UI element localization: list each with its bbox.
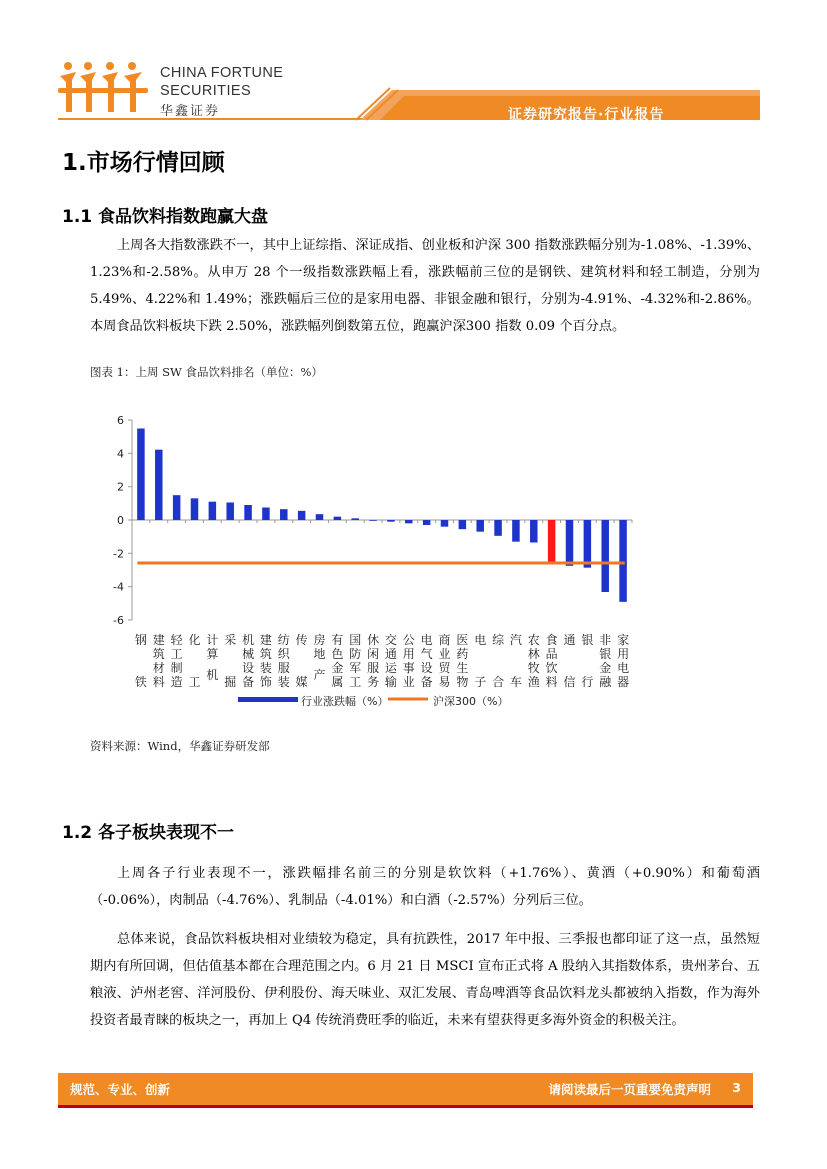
svg-text:汽: 汽 [509,633,522,647]
x-label-交通运输 [385,633,398,689]
svg-text:防: 防 [349,647,362,661]
bar-通信 [566,520,574,566]
bar-商业贸易 [441,520,449,527]
svg-text:传: 传 [295,633,308,647]
x-label-轻工制造 [171,633,184,689]
footer-slogan: 规范、专业、创新 [70,1082,171,1097]
svg-text:服: 服 [277,661,290,675]
x-label-商业贸易 [438,632,451,689]
svg-text:易: 易 [438,675,451,689]
industry-change-bar-chart [88,400,648,715]
svg-text:军: 军 [349,661,362,675]
bar-建筑材料 [155,450,163,520]
bar-采掘 [226,503,234,521]
page-header [0,0,827,130]
bar-计算机 [209,502,217,520]
svg-text:计: 计 [206,633,219,647]
svg-text:化: 化 [188,633,201,647]
y-tick-label: 4 [117,447,124,461]
page-number: 3 [732,1080,741,1095]
svg-text:媒: 媒 [295,675,308,689]
bar-休闲服务 [369,520,377,521]
svg-text:通: 通 [384,647,397,661]
bar-家用电器 [619,520,627,602]
x-label-非银金融 [599,632,612,689]
bar-电子 [476,520,484,532]
svg-text:工: 工 [188,675,201,689]
svg-text:机: 机 [242,633,255,647]
svg-text:有: 有 [331,633,344,647]
svg-text:用: 用 [617,647,630,661]
bar-汽车 [512,520,520,542]
svg-text:合: 合 [492,675,505,689]
svg-text:业: 业 [402,675,415,689]
svg-text:料: 料 [152,675,165,689]
chart-x-labels [135,632,629,689]
x-label-化工 [188,633,200,689]
svg-text:国: 国 [349,633,362,647]
svg-text:械: 械 [242,647,255,661]
x-label-有色金属 [331,633,343,689]
svg-text:牧: 牧 [527,661,540,675]
y-tick-label: 0 [117,514,124,527]
x-label-纺织服装 [278,633,291,689]
svg-text:家: 家 [617,633,630,647]
x-label-采掘 [224,633,236,689]
y-tick-label: -2 [113,547,124,561]
legend-label-industry: 行业涨跌幅（%） [301,695,389,708]
svg-text:装: 装 [277,675,290,689]
svg-text:掘: 掘 [224,675,237,689]
svg-text:金: 金 [331,661,344,675]
svg-text:地: 地 [313,647,326,661]
x-label-建筑材料 [153,632,165,689]
svg-text:轻: 轻 [170,633,183,647]
svg-text:贸: 贸 [438,661,451,675]
svg-text:织: 织 [277,647,290,661]
bar-纺织服装 [280,509,288,520]
y-tick-label: 6 [117,414,124,427]
svg-text:筑: 筑 [152,647,165,661]
svg-text:料: 料 [545,675,558,689]
svg-text:物: 物 [456,675,469,689]
svg-text:采: 采 [224,633,237,647]
svg-text:钢: 钢 [134,633,147,647]
svg-text:运: 运 [384,661,397,675]
svg-text:制: 制 [170,661,183,675]
svg-text:算: 算 [206,647,219,661]
brand-line-2: SECURITIES [160,83,252,99]
bar-有色金属 [334,517,342,520]
x-label-医药生物 [456,633,468,689]
svg-text:用: 用 [402,647,415,661]
svg-text:筑: 筑 [259,647,272,661]
bar-交通运输 [387,520,395,522]
svg-text:电: 电 [420,633,433,647]
chart-legend [238,694,508,708]
y-tick-label: 2 [117,480,124,494]
svg-text:商: 商 [438,633,451,647]
bar-钢铁 [137,429,145,521]
svg-text:品: 品 [545,647,558,661]
x-label-钢铁 [135,633,147,689]
x-label-传媒 [296,632,308,689]
svg-text:通: 通 [563,633,576,647]
svg-text:备: 备 [242,675,255,689]
x-label-食品饮料 [546,633,558,689]
svg-text:造: 造 [170,675,183,689]
bar-电气设备 [423,520,431,525]
svg-text:交: 交 [384,633,397,647]
svg-text:器: 器 [617,675,630,689]
bar-银行 [584,520,592,568]
svg-text:建: 建 [152,633,165,647]
logo-icon [58,60,150,116]
svg-text:信: 信 [563,675,576,689]
page-footer [58,1073,753,1108]
svg-text:务: 务 [367,675,380,689]
legend-swatch-industry [238,697,298,702]
bar-医药生物 [459,520,467,529]
subsection-2-paragraph-2: 总体来说，食品饮料板块相对业绩较为稳定，具有抗跌性，2017 年中报、三季报也都印证了这一点，虽然短期内有所回调，但估值基本都在合理范围之内。6 月 21 日 MSCI 宣布正式将 A 股纳入其指数体系，贵州茅台、五粮液、泸州老窖、洋河股份、伊利股份、海天味业、双汇发展、青岛啤酒等食品饮料龙头都被纳入指数，作为海外投资者最青睐的板块之一，再加上 Q4 传统消费旺季的临近，未来有望获得更多海外资金的积极关注。 [90,932,760,1028]
svg-text:备: 备 [420,675,433,689]
svg-text:银: 银 [581,633,594,647]
svg-text:医: 医 [456,633,469,647]
svg-text:非: 非 [599,633,612,647]
bar-机械设备 [244,505,252,520]
svg-text:工: 工 [170,647,183,661]
svg-text:纺: 纺 [277,633,290,647]
svg-text:车: 车 [509,675,522,689]
svg-text:生: 生 [456,661,469,675]
svg-text:服: 服 [367,661,380,675]
svg-text:融: 融 [599,675,612,689]
svg-text:林: 林 [527,647,540,661]
x-label-国防军工 [349,633,361,689]
brand-name-cn: 华鑫证券 [160,104,221,119]
svg-text:事: 事 [402,661,415,675]
svg-text:设: 设 [420,661,433,675]
svg-text:输: 输 [384,675,397,689]
svg-text:行: 行 [581,675,594,689]
x-label-电子 [474,632,486,689]
svg-text:渔: 渔 [527,675,540,689]
x-label-房地产 [313,632,325,682]
svg-text:房: 房 [313,633,326,647]
y-tick-label: -6 [113,614,124,627]
x-label-公用事业 [403,633,415,689]
svg-text:公: 公 [402,633,415,647]
svg-text:综: 综 [492,633,505,647]
bar-建筑装饰 [262,508,270,521]
svg-text:业: 业 [438,647,451,661]
svg-text:气: 气 [420,647,433,661]
bar-非银金融 [601,520,609,592]
chart-bars [137,429,627,602]
footer-disclaimer-link[interactable]: 请阅读最后一页重要免责声明 [548,1082,711,1097]
subsection-1-paragraph: 上周各大指数涨跌不一，其中上证综指、深证成指、创业板和沪深 300 指数涨跌幅分别为-1.08%、-1.39%、1.23%和-2.58%。从申万 28 个一级指数涨跌幅上看，涨跌幅前三位的是钢铁、建筑材料和轻工制造，分别为 5.49%、4.22%和 1.49%；涨跌幅后三位的是家用电器、非银金融和银行，分别为-4.91%、-4.32%和-2.86%。本周食品饮料板块下跌 2.50%，涨跌幅列倒数第五位，跑赢沪深300 指数 0.09 个百分点。 [90,238,760,334]
bar-房地产 [316,514,324,520]
x-label-家用电器 [617,632,629,689]
svg-text:建: 建 [259,633,272,647]
y-tick-label: -4 [113,580,124,594]
x-label-汽车 [510,633,522,689]
chart-source: 资料来源：Wind，华鑫证券研发部 [90,739,270,753]
x-label-通信 [563,633,575,689]
svg-text:闲: 闲 [367,647,380,661]
bar-化工 [191,498,199,520]
svg-text:药: 药 [456,647,469,661]
svg-text:农: 农 [527,633,540,647]
x-label-建筑装饰 [260,632,272,689]
x-label-银行 [581,633,593,689]
subsection-2-paragraph-1: 上周各子行业表现不一，涨跌幅排名前三的分别是软饮料（+1.76%）、黄酒（+0.90%）和葡萄酒（-0.06%），肉制品（-4.76%）、乳制品（-4.01%）和白酒（-2.57%）分列后三位。 [90,866,760,908]
svg-text:装: 装 [259,661,272,675]
svg-text:休: 休 [367,633,380,647]
report-type: 证券研究报告·行业报告 [508,107,665,123]
x-label-综合 [492,632,505,689]
x-label-机械设备 [242,632,254,689]
svg-text:金: 金 [599,661,612,675]
svg-text:电: 电 [474,633,487,647]
subsection-2-title: 1.2 各子板块表现不一 [62,823,235,843]
section-title: 1.市场行情回顾 [62,150,225,176]
chart-caption: 图表 1：上周 SW 食品饮料排名（单位：%） [90,365,323,379]
x-label-休闲服务 [367,633,379,689]
bar-轻工制造 [173,495,181,520]
subsection-1-title: 1.1 食品饮料指数跑赢大盘 [62,207,269,227]
svg-text:饮: 饮 [545,661,558,675]
svg-text:铁: 铁 [134,675,147,689]
svg-text:食: 食 [545,633,558,647]
bar-综合 [494,520,502,536]
svg-text:产: 产 [313,668,326,682]
bar-公用事业 [405,520,413,523]
svg-text:子: 子 [474,675,487,689]
brand-name-en [160,64,283,100]
x-label-农林牧渔 [528,633,540,689]
svg-text:饰: 饰 [259,675,272,689]
svg-text:工: 工 [349,675,362,689]
x-label-电气设备 [421,632,433,689]
bar-国防军工 [351,518,359,520]
bar-传媒 [298,511,306,520]
svg-text:色: 色 [331,647,344,661]
svg-text:材: 材 [152,661,165,675]
x-label-计算机 [206,632,218,682]
brand-line-1: CHINA FORTUNE [160,65,284,81]
svg-text:电: 电 [617,661,630,675]
svg-text:设: 设 [242,661,255,675]
svg-text:机: 机 [206,668,219,682]
bar-食品饮料 [548,520,556,562]
svg-text:属: 属 [331,675,344,689]
svg-text:银: 银 [599,647,612,661]
legend-label-hs300: 沪深300（%） [433,695,509,708]
bar-农林牧渔 [530,520,538,543]
